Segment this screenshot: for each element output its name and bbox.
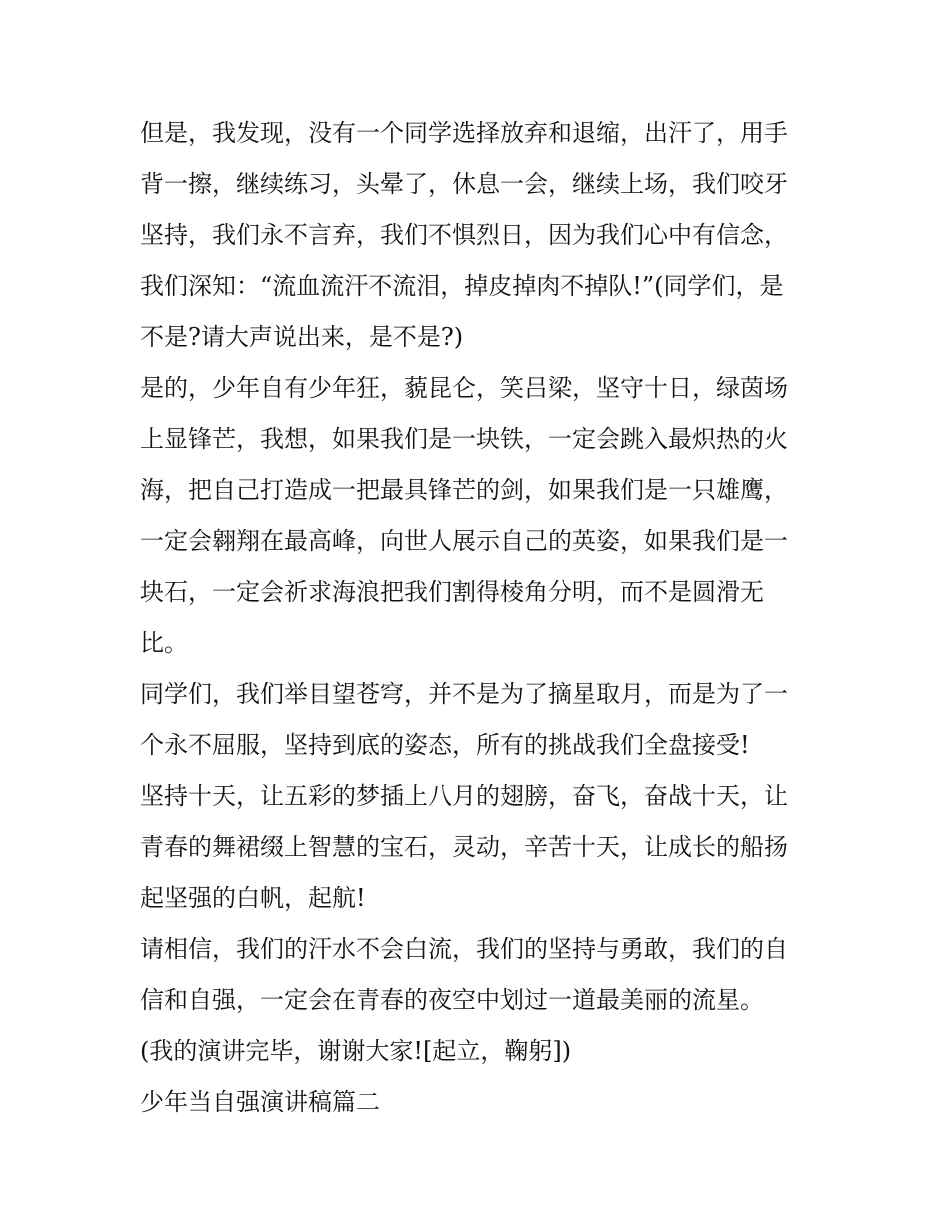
text-line: 少年当自强演讲稿篇二 <box>140 1088 380 1116</box>
text-line: 一定会翱翔在最高峰，向世人展示自己的英姿，如果我们是一 <box>140 527 788 555</box>
text-line: 海，把自己打造成一把最具锋芒的剑，如果我们是一只雄鹰， <box>140 476 788 504</box>
text-line: 比。 <box>140 629 188 657</box>
text-line: 个永不屈服，坚持到底的姿态，所有的挑战我们全盘接受! <box>140 731 750 759</box>
text-line: 上显锋芒，我想，如果我们是一块铁，一定会跳入最炽热的火 <box>140 425 788 453</box>
paragraph-5 <box>140 924 820 1026</box>
text-line: 青春的舞裙缀上智慧的宝石，灵动，辛苦十天，让成长的船扬 <box>140 833 788 861</box>
paragraph-4 <box>140 771 820 924</box>
text-line: 但是，我发现，没有一个同学选择放弃和退缩，出汗了，用手 <box>140 119 788 147</box>
text-line: 信和自强，一定会在青春的夜空中划过一道最美丽的流星。 <box>140 986 764 1014</box>
text-line: 块石，一定会祈求海浪把我们割得棱角分明，而不是圆滑无 <box>140 578 764 606</box>
paragraph-3 <box>140 669 820 771</box>
text-line: 是的，少年自有少年狂，藐昆仑，笑吕梁，坚守十日，绿茵场 <box>140 374 788 402</box>
text-line: 坚持十天，让五彩的梦插上八月的翅膀，奋飞，奋战十天，让 <box>140 782 788 810</box>
text-line: 同学们，我们举目望苍穹，并不是为了摘星取月，而是为了一 <box>140 680 788 708</box>
paragraph-1 <box>140 108 820 363</box>
text-line: (我的演讲完毕，谢谢大家![起立，鞠躬]) <box>140 1037 572 1065</box>
text-line: 起坚强的白帆，起航! <box>140 884 366 912</box>
text-line: 我们深知：“流血流汗不流泪，掉皮掉肉不掉队!”(同学们，是 <box>140 272 784 300</box>
text-line: 背一擦，继续练习，头晕了，休息一会，继续上场，我们咬牙 <box>140 170 788 198</box>
text-line: 请相信，我们的汗水不会白流，我们的坚持与勇敢，我们的自 <box>140 935 788 963</box>
text-line: 不是?请大声说出来，是不是?) <box>140 323 464 351</box>
document-body <box>140 108 820 1128</box>
section-heading <box>140 1077 820 1128</box>
text-line: 坚持，我们永不言弃，我们不惧烈日，因为我们心中有信念， <box>140 221 788 249</box>
paragraph-closing <box>140 1026 820 1077</box>
paragraph-2 <box>140 363 820 669</box>
